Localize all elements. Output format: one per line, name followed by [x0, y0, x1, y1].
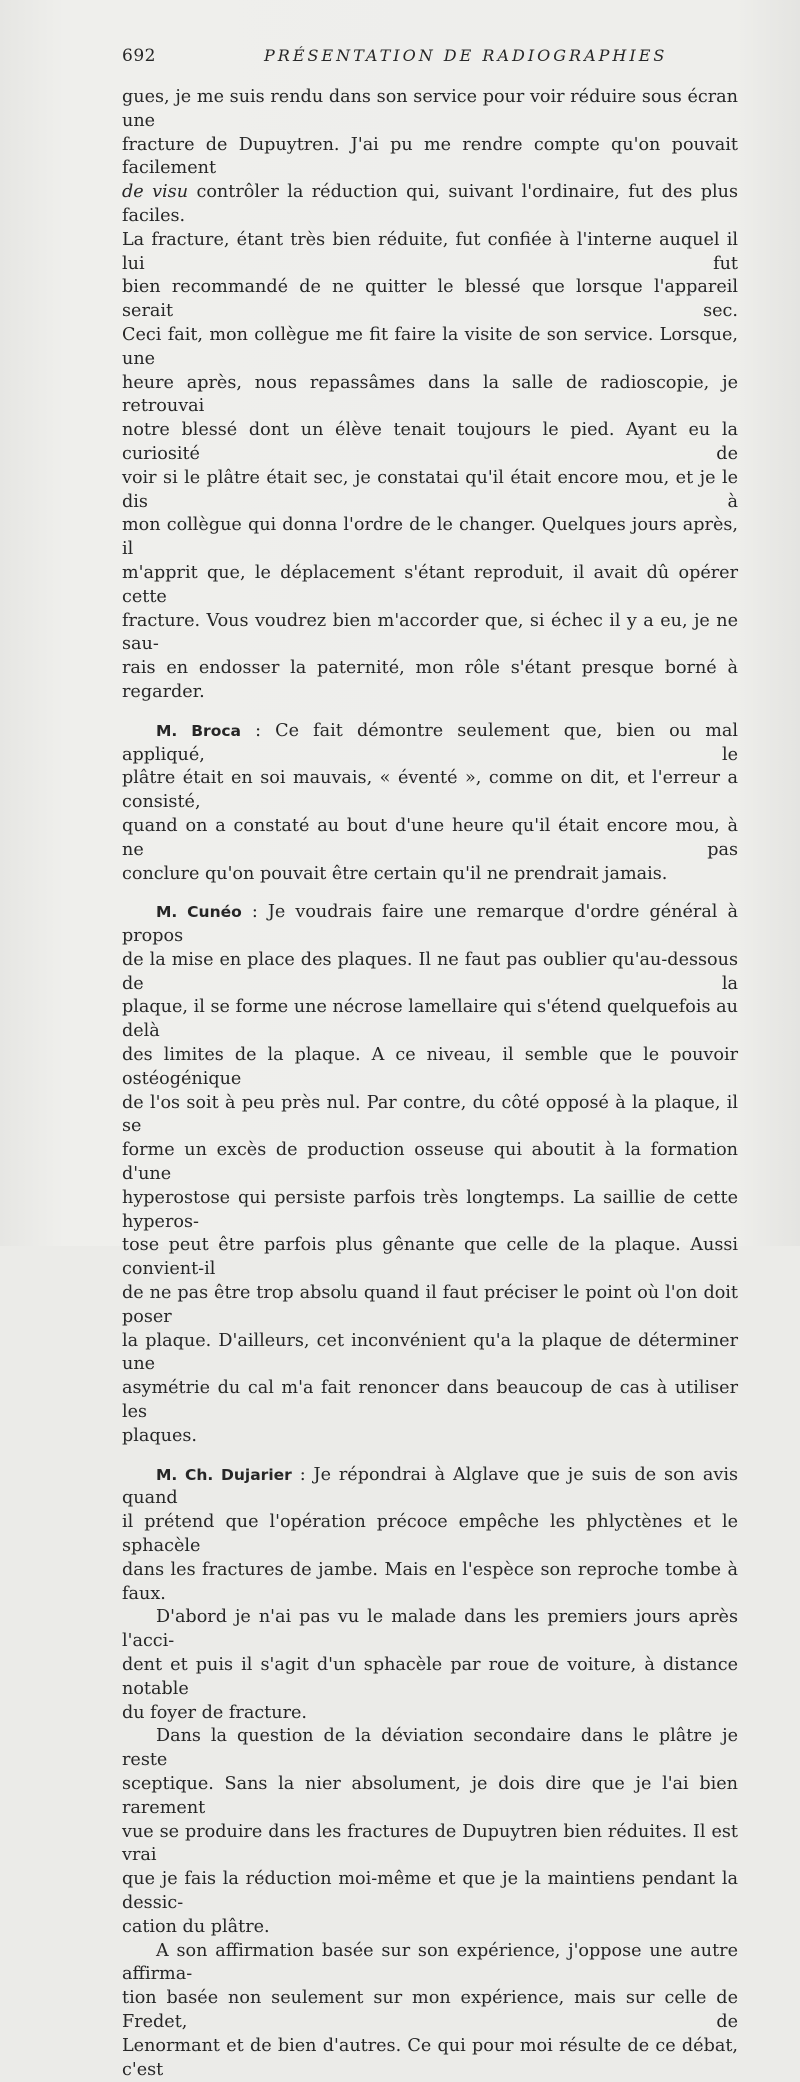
text-line: Lenormant et de bien d'autres. Ce qui pour moi résulte de ce débat, c'est — [122, 2035, 738, 2080]
text-line: quand on a constaté au bout d'une heure qu'il était encore mou, à ne pas — [122, 815, 738, 860]
text-line: dans les fractures de jambe. Mais en l'espèce son reproche tombe à faux. — [122, 1559, 738, 1604]
speaker-name: M. Ch. Dujarier — [156, 1465, 292, 1484]
page-header — [122, 46, 738, 72]
text-line: tose peut être parfois plus gênante que celle de la plaque. Aussi convient-il — [122, 1235, 738, 1280]
speaker-name: M. Broca — [156, 721, 241, 740]
paragraph-cuneo — [122, 901, 738, 1448]
text-line: cation du plâtre. — [122, 1916, 270, 1937]
text-line: fracture de Dupuytren. J'ai pu me rendre compte qu'on pouvait facilement — [122, 134, 738, 179]
text-line: vue se produire dans les fractures de Dupuytren bien réduites. Il est vrai — [122, 1821, 738, 1866]
text-line — [122, 181, 738, 229]
text-line: plaques. — [122, 1425, 198, 1446]
paragraph-intro — [122, 86, 738, 705]
text-line: hyperostose qui persiste parfois très longtemps. La saillie de cette hyperos- — [122, 1187, 738, 1232]
text-line: mon collègue qui donna l'ordre de le changer. Quelques jours après, il — [122, 515, 738, 560]
text-line: de ne pas être trop absolu quand il faut préciser le point où l'on doit poser — [122, 1283, 738, 1327]
text-line — [122, 901, 738, 949]
text-line: plâtre était en soi mauvais, « éventé », comme on dit, et l'erreur a consisté, — [122, 768, 738, 813]
text-line: La fracture, étant très bien réduite, fut confiée à l'interne auquel il lui fut — [122, 229, 738, 274]
text-line: Dans la question de la déviation secondaire dans le plâtre je reste — [122, 1726, 738, 1771]
speaker-name: M. Cunéo — [156, 903, 242, 922]
text-line-rest: : Je voudrais faire une remarque d'ordre général à propos — [122, 902, 738, 947]
text-line: rais en endosser la paternité, mon rôle s'étant presque borné à regarder. — [122, 658, 738, 702]
text-line: gues, je me suis rendu dans son service pour voir réduire sous écran une — [122, 87, 738, 131]
text-line — [122, 720, 738, 768]
text-line: du foyer de fracture. — [122, 1702, 307, 1723]
text-line: D'abord je n'ai pas vu le malade dans les premiers jours après l'acci- — [122, 1607, 738, 1652]
text-line: tion basée non seulement sur mon expérience, mais sur celle de Fredet, de — [122, 1988, 738, 2032]
running-title: PRÉSENTATION DE RADIOGRAPHIES — [264, 46, 668, 65]
text-line: heure après, nous repassâmes dans la salle de radioscopie, je retrouvai — [122, 372, 738, 417]
text-line: de la mise en place des plaques. Il ne faut pas oublier qu'au-dessous de la — [122, 949, 738, 994]
body-text — [122, 86, 738, 2082]
text-line: voir si le plâtre était sec, je constatai qu'il était encore mou, et je le dis à — [122, 467, 738, 512]
text-line: notre blessé dont un élève tenait toujours le pied. Ayant eu la curiosité de — [122, 420, 738, 464]
page-number: 692 — [122, 46, 156, 66]
text-line: plaque, il se forme une nécrose lamellaire qui s'étend quelquefois au delà — [122, 997, 738, 1042]
text-line-rest: : Ce fait démontre seulement que, bien ou mal appliqué, le — [122, 720, 739, 765]
text-line-rest: : Je répondrai à Alglave que je suis de son avis quand — [122, 1464, 738, 1509]
italic-phrase: de visu — [122, 182, 189, 203]
text-line: que je fais la réduction moi-même et que je la maintiens pendant la dessic- — [122, 1869, 738, 1913]
text-line: sceptique. Sans la nier absolument, je dois dire que je l'ai bien rarement — [122, 1773, 738, 1818]
text-line — [122, 1464, 738, 1512]
text-line: Ceci fait, mon collègue me fit faire la visite de son service. Lorsque, une — [122, 324, 738, 369]
text-line: A son affirmation basée sur son expérience, j'oppose une autre affirma- — [122, 1940, 738, 1985]
text-line: il prétend que l'opération précoce empêche les phlyctènes et le sphacèle — [122, 1512, 738, 1557]
text-line: forme un excès de production osseuse qui aboutit à la formation d'une — [122, 1140, 738, 1185]
text-line: des limites de la plaque. A ce niveau, il semble que le pouvoir ostéogénique — [122, 1045, 738, 1089]
text-line: asymétrie du cal m'a fait renoncer dans beaucoup de cas à utiliser les — [122, 1378, 738, 1423]
text-line: conclure qu'on pouvait être certain qu'il ne prendrait jamais. — [122, 863, 668, 884]
text-line: bien recommandé de ne quitter le blessé que lorsque l'appareil serait sec. — [122, 277, 738, 322]
text-line: la plaque. D'ailleurs, cet inconvénient qu'a la plaque de déterminer une — [122, 1330, 738, 1375]
paragraph-broca — [122, 720, 738, 887]
text-line-rest: contrôler la réduction qui, suivant l'ordinaire, fut des plus faciles. — [122, 182, 738, 226]
text-line: m'apprit que, le déplacement s'étant reproduit, il avait dû opérer cette — [122, 562, 738, 607]
text-line: fracture. Vous voudrez bien m'accorder que, si échec il y a eu, je ne sau- — [122, 610, 738, 655]
text-line: de l'os soit à peu près nul. Par contre, du côté opposé à la plaque, il se — [122, 1092, 738, 1137]
text-line: dent et puis il s'agit d'un sphacèle par roue de voiture, à distance notable — [122, 1655, 738, 1699]
paragraph-dujarier — [122, 1464, 738, 2082]
